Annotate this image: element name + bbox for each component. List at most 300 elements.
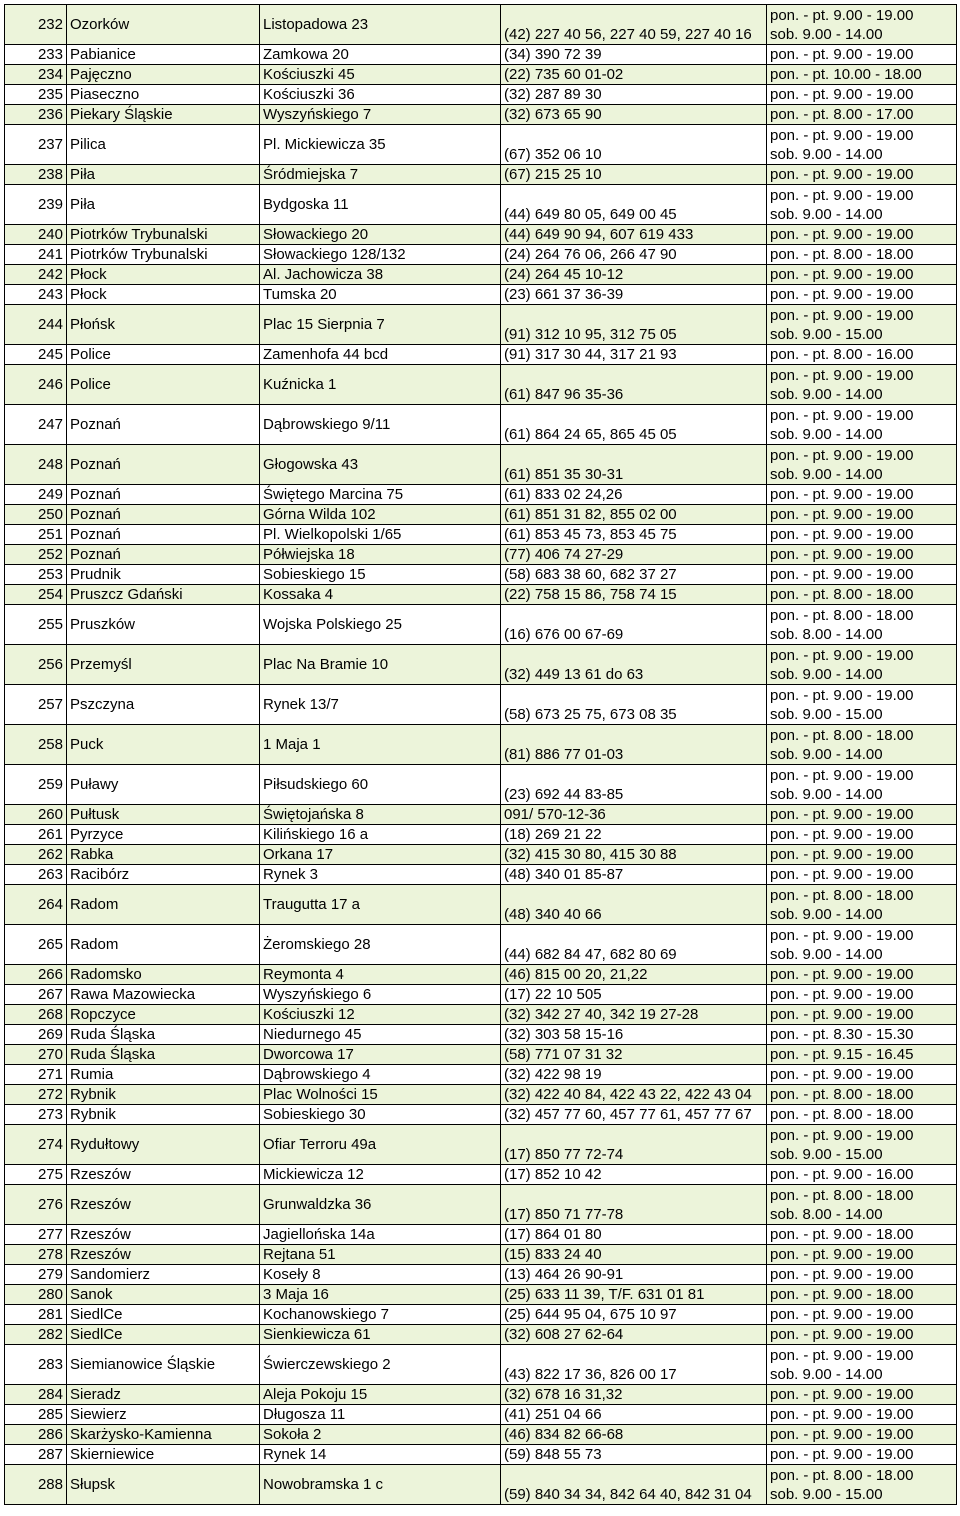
address-cell: Słowackiego 128/132	[260, 245, 501, 265]
weekday-hours: pon. - pt. 9.00 - 19.00	[770, 1446, 914, 1463]
table-row	[5, 1385, 957, 1405]
saturday-hours: sob. 9.00 - 15.00	[770, 1485, 883, 1503]
hours-cell	[767, 65, 957, 85]
hours-cell	[767, 105, 957, 125]
phone-cell: (61) 851 35 30-31	[501, 445, 767, 485]
city-cell: Poznań	[67, 445, 260, 485]
city-cell: Piekary Śląskie	[67, 105, 260, 125]
city-cell: Płońsk	[67, 305, 260, 345]
hours-cell	[767, 1225, 957, 1245]
hours-cell	[767, 1025, 957, 1045]
hours-cell	[767, 965, 957, 985]
weekday-hours: pon. - pt. 9.00 - 19.00	[770, 926, 914, 944]
row-number: 285	[5, 1405, 67, 1425]
weekday-hours: pon. - pt. 9.00 - 19.00	[770, 966, 914, 983]
hours-cell	[767, 165, 957, 185]
table-row	[5, 865, 957, 885]
phone-cell: (48) 340 40 66	[501, 885, 767, 925]
weekday-hours: pon. - pt. 9.00 - 19.00	[770, 766, 914, 784]
hours-cell	[767, 1185, 957, 1225]
city-cell: Poznań	[67, 525, 260, 545]
city-cell: Poznań	[67, 405, 260, 445]
row-number: 255	[5, 605, 67, 645]
weekday-hours: pon. - pt. 9.00 - 19.00	[770, 826, 914, 843]
weekday-hours: pon. - pt. 9.15 - 16.45	[770, 1046, 914, 1063]
weekday-hours: pon. - pt. 9.00 - 19.00	[770, 86, 914, 103]
phone-cell: (25) 644 95 04, 675 10 97	[501, 1305, 767, 1325]
row-number: 251	[5, 525, 67, 545]
city-cell: Piaseczno	[67, 85, 260, 105]
city-cell: Płock	[67, 285, 260, 305]
address-cell: Kossaka 4	[260, 585, 501, 605]
weekday-hours: pon. - pt. 9.00 - 19.00	[770, 986, 914, 1003]
saturday-hours: sob. 9.00 - 15.00	[770, 325, 883, 343]
row-number: 275	[5, 1165, 67, 1185]
row-number: 287	[5, 1445, 67, 1465]
address-cell: Żeromskiego 28	[260, 925, 501, 965]
row-number: 250	[5, 505, 67, 525]
hours-cell	[767, 45, 957, 65]
weekday-hours: pon. - pt. 9.00 - 19.00	[770, 126, 914, 144]
weekday-hours: pon. - pt. 9.00 - 19.00	[770, 806, 914, 823]
address-cell: Nowobramska 1 c	[260, 1465, 501, 1505]
hours-cell	[767, 985, 957, 1005]
hours-cell	[767, 185, 957, 225]
row-number: 262	[5, 845, 67, 865]
saturday-hours: sob. 9.00 - 14.00	[770, 145, 883, 163]
row-number: 270	[5, 1045, 67, 1065]
table-row	[5, 645, 957, 685]
row-number: 249	[5, 485, 67, 505]
city-cell: Poznań	[67, 485, 260, 505]
row-number: 277	[5, 1225, 67, 1245]
saturday-hours: sob. 9.00 - 14.00	[770, 745, 883, 763]
hours-cell	[767, 1165, 957, 1185]
phone-cell: (32) 287 89 30	[501, 85, 767, 105]
phone-cell: (24) 264 76 06, 266 47 90	[501, 245, 767, 265]
row-number: 281	[5, 1305, 67, 1325]
saturday-hours: sob. 9.00 - 14.00	[770, 25, 883, 43]
row-number: 283	[5, 1345, 67, 1385]
phone-cell: (32) 303 58 15-16	[501, 1025, 767, 1045]
table-row	[5, 1265, 957, 1285]
city-cell: Puck	[67, 725, 260, 765]
hours-cell	[767, 305, 957, 345]
saturday-hours: sob. 9.00 - 14.00	[770, 665, 883, 683]
phone-cell: (32) 449 13 61 do 63	[501, 645, 767, 685]
weekday-hours: pon. - pt. 9.00 - 19.00	[770, 406, 914, 424]
table-row	[5, 765, 957, 805]
city-cell: Rzeszów	[67, 1245, 260, 1265]
weekday-hours: pon. - pt. 9.00 - 18.00	[770, 1286, 914, 1303]
table-row	[5, 965, 957, 985]
row-number: 233	[5, 45, 67, 65]
address-cell: Listopadowa 23	[260, 5, 501, 45]
saturday-hours: sob. 9.00 - 14.00	[770, 205, 883, 223]
table-row	[5, 545, 957, 565]
table-row	[5, 1125, 957, 1165]
address-cell: Sobieskiego 15	[260, 565, 501, 585]
hours-cell	[767, 1105, 957, 1125]
hours-cell	[767, 865, 957, 885]
address-cell: Kilińskiego 16 a	[260, 825, 501, 845]
address-cell: Pl. Mickiewicza 35	[260, 125, 501, 165]
row-number: 288	[5, 1465, 67, 1505]
weekday-hours: pon. - pt. 8.00 - 18.00	[770, 1106, 914, 1123]
weekday-hours: pon. - pt. 9.00 - 19.00	[770, 306, 914, 324]
phone-cell: (17) 864 01 80	[501, 1225, 767, 1245]
row-number: 271	[5, 1065, 67, 1085]
row-number: 273	[5, 1105, 67, 1125]
city-cell: Rybnik	[67, 1105, 260, 1125]
saturday-hours: sob. 9.00 - 14.00	[770, 945, 883, 963]
phone-cell: (22) 758 15 86, 758 74 15	[501, 585, 767, 605]
table-row	[5, 565, 957, 585]
weekday-hours: pon. - pt. 9.00 - 19.00	[770, 866, 914, 883]
branch-table	[4, 4, 957, 1505]
weekday-hours: pon. - pt. 9.00 - 19.00	[770, 1346, 914, 1364]
table-row	[5, 525, 957, 545]
row-number: 267	[5, 985, 67, 1005]
address-cell: Świętojańska 8	[260, 805, 501, 825]
table-row	[5, 825, 957, 845]
city-cell: Płock	[67, 265, 260, 285]
table-row	[5, 1305, 957, 1325]
table-row	[5, 245, 957, 265]
phone-cell: (81) 886 77 01-03	[501, 725, 767, 765]
weekday-hours: pon. - pt. 9.00 - 19.00	[770, 266, 914, 283]
weekday-hours: pon. - pt. 9.00 - 19.00	[770, 646, 914, 664]
saturday-hours: sob. 8.00 - 14.00	[770, 1205, 883, 1223]
row-number: 240	[5, 225, 67, 245]
city-cell: Pajęczno	[67, 65, 260, 85]
hours-cell	[767, 5, 957, 45]
address-cell: Wyszyńskiego 6	[260, 985, 501, 1005]
phone-cell: (67) 352 06 10	[501, 125, 767, 165]
hours-cell	[767, 285, 957, 305]
weekday-hours: pon. - pt. 9.00 - 19.00	[770, 846, 914, 863]
row-number: 276	[5, 1185, 67, 1225]
city-cell: Pruszków	[67, 605, 260, 645]
table-row	[5, 1405, 957, 1425]
address-cell: Kochanowskiego 7	[260, 1305, 501, 1325]
weekday-hours: pon. - pt. 9.00 - 19.00	[770, 546, 914, 563]
phone-cell: (23) 692 44 83-85	[501, 765, 767, 805]
row-number: 269	[5, 1025, 67, 1045]
row-number: 278	[5, 1245, 67, 1265]
city-cell: Pułtusk	[67, 805, 260, 825]
weekday-hours: pon. - pt. 9.00 - 19.00	[770, 526, 914, 543]
table-row	[5, 1245, 957, 1265]
phone-cell: (32) 673 65 90	[501, 105, 767, 125]
weekday-hours: pon. - pt. 8.00 - 17.00	[770, 106, 914, 123]
table-row	[5, 345, 957, 365]
row-number: 268	[5, 1005, 67, 1025]
phone-cell: (13) 464 26 90-91	[501, 1265, 767, 1285]
table-row	[5, 1025, 957, 1045]
city-cell: Ruda Śląska	[67, 1045, 260, 1065]
table-row	[5, 1165, 957, 1185]
hours-cell	[767, 845, 957, 865]
weekday-hours: pon. - pt. 9.00 - 19.00	[770, 166, 914, 183]
address-cell: Dąbrowskiego 9/11	[260, 405, 501, 445]
weekday-hours: pon. - pt. 9.00 - 16.00	[770, 1166, 914, 1183]
phone-cell: (44) 649 80 05, 649 00 45	[501, 185, 767, 225]
address-cell: Wojska Polskiego 25	[260, 605, 501, 645]
table-row	[5, 685, 957, 725]
address-cell: Koseły 8	[260, 1265, 501, 1285]
row-number: 244	[5, 305, 67, 345]
city-cell: Radom	[67, 925, 260, 965]
weekday-hours: pon. - pt. 9.00 - 19.00	[770, 1006, 914, 1023]
hours-cell	[767, 885, 957, 925]
weekday-hours: pon. - pt. 9.00 - 19.00	[770, 1246, 914, 1263]
phone-cell: (17) 850 77 72-74	[501, 1125, 767, 1165]
address-cell: Długosza 11	[260, 1405, 501, 1425]
hours-cell	[767, 725, 957, 765]
hours-cell	[767, 505, 957, 525]
address-cell: Świerczewskiego 2	[260, 1345, 501, 1385]
address-cell: Kościuszki 12	[260, 1005, 501, 1025]
city-cell: Piotrków Trybunalski	[67, 225, 260, 245]
phone-cell: (17) 850 71 77-78	[501, 1185, 767, 1225]
row-number: 237	[5, 125, 67, 165]
phone-cell: (41) 251 04 66	[501, 1405, 767, 1425]
city-cell: Ruda Śląska	[67, 1025, 260, 1045]
weekday-hours: pon. - pt. 9.00 - 19.00	[770, 286, 914, 303]
phone-cell: (32) 457 77 60, 457 77 61, 457 77 67	[501, 1105, 767, 1125]
table-row	[5, 185, 957, 225]
weekday-hours: pon. - pt. 9.00 - 19.00	[770, 486, 914, 503]
weekday-hours: pon. - pt. 9.00 - 19.00	[770, 1386, 914, 1403]
hours-cell	[767, 1465, 957, 1505]
phone-cell: (58) 683 38 60, 682 37 27	[501, 565, 767, 585]
city-cell: Police	[67, 345, 260, 365]
address-cell: Dworcowa 17	[260, 1045, 501, 1065]
address-cell: Plac Na Bramie 10	[260, 645, 501, 685]
row-number: 265	[5, 925, 67, 965]
phone-cell: (46) 815 00 20, 21,22	[501, 965, 767, 985]
hours-cell	[767, 1125, 957, 1165]
city-cell: Poznań	[67, 545, 260, 565]
address-cell: Rynek 14	[260, 1445, 501, 1465]
table-row	[5, 985, 957, 1005]
row-number: 286	[5, 1425, 67, 1445]
row-number: 279	[5, 1265, 67, 1285]
row-number: 248	[5, 445, 67, 485]
hours-cell	[767, 1445, 957, 1465]
hours-cell	[767, 245, 957, 265]
row-number: 280	[5, 1285, 67, 1305]
weekday-hours: pon. - pt. 8.00 - 18.00	[770, 1086, 914, 1103]
city-cell: Racibórz	[67, 865, 260, 885]
phone-cell: (59) 848 55 73	[501, 1445, 767, 1465]
phone-cell: (61) 847 96 35-36	[501, 365, 767, 405]
address-cell: Ofiar Terroru 49a	[260, 1125, 501, 1165]
saturday-hours: sob. 9.00 - 14.00	[770, 385, 883, 403]
row-number: 261	[5, 825, 67, 845]
address-cell: Reymonta 4	[260, 965, 501, 985]
weekday-hours: pon. - pt. 9.00 - 19.00	[770, 226, 914, 243]
address-cell: Wyszyńskiego 7	[260, 105, 501, 125]
table-row	[5, 1465, 957, 1505]
hours-cell	[767, 805, 957, 825]
phone-cell: (17) 22 10 505	[501, 985, 767, 1005]
address-cell: Mickiewicza 12	[260, 1165, 501, 1185]
saturday-hours: sob. 9.00 - 14.00	[770, 1365, 883, 1383]
saturday-hours: sob. 9.00 - 14.00	[770, 425, 883, 443]
table-row	[5, 505, 957, 525]
weekday-hours: pon. - pt. 9.00 - 19.00	[770, 1266, 914, 1283]
phone-cell: (61) 864 24 65, 865 45 05	[501, 405, 767, 445]
table-row	[5, 925, 957, 965]
weekday-hours: pon. - pt. 8.00 - 18.00	[770, 1466, 914, 1484]
row-number: 272	[5, 1085, 67, 1105]
row-number: 284	[5, 1385, 67, 1405]
hours-cell	[767, 265, 957, 285]
address-cell: Górna Wilda 102	[260, 505, 501, 525]
city-cell: Siewierz	[67, 1405, 260, 1425]
phone-cell: (59) 840 34 34, 842 64 40, 842 31 04	[501, 1465, 767, 1505]
address-cell: Niedurnego 45	[260, 1025, 501, 1045]
weekday-hours: pon. - pt. 8.30 - 15.30	[770, 1026, 914, 1043]
table-row	[5, 605, 957, 645]
address-cell: Sokoła 2	[260, 1425, 501, 1445]
city-cell: Pruszcz Gdański	[67, 585, 260, 605]
city-cell: Ozorków	[67, 5, 260, 45]
address-cell: Plac Wolności 15	[260, 1085, 501, 1105]
address-cell: Rynek 13/7	[260, 685, 501, 725]
table-row	[5, 1105, 957, 1125]
table-row	[5, 165, 957, 185]
weekday-hours: pon. - pt. 9.00 - 19.00	[770, 1326, 914, 1343]
table-row	[5, 405, 957, 445]
phone-cell: (61) 833 02 24,26	[501, 485, 767, 505]
table-row	[5, 805, 957, 825]
city-cell: Rzeszów	[67, 1225, 260, 1245]
table-row	[5, 225, 957, 245]
table-row	[5, 365, 957, 405]
weekday-hours: pon. - pt. 9.00 - 19.00	[770, 1306, 914, 1323]
phone-cell: (32) 342 27 40, 342 19 27-28	[501, 1005, 767, 1025]
city-cell: Rzeszów	[67, 1165, 260, 1185]
weekday-hours: pon. - pt. 9.00 - 19.00	[770, 186, 914, 204]
table-row	[5, 885, 957, 925]
address-cell: Śródmiejska 7	[260, 165, 501, 185]
address-cell: Aleja Pokoju 15	[260, 1385, 501, 1405]
row-number: 266	[5, 965, 67, 985]
row-number: 260	[5, 805, 67, 825]
phone-cell: (61) 853 45 73, 853 45 75	[501, 525, 767, 545]
phone-cell: (15) 833 24 40	[501, 1245, 767, 1265]
row-number: 234	[5, 65, 67, 85]
hours-cell	[767, 1045, 957, 1065]
row-number: 247	[5, 405, 67, 445]
hours-cell	[767, 445, 957, 485]
phone-cell: (48) 340 01 85-87	[501, 865, 767, 885]
address-cell: Głogowska 43	[260, 445, 501, 485]
address-cell: Grunwaldzka 36	[260, 1185, 501, 1225]
hours-cell	[767, 1345, 957, 1385]
city-cell: Radom	[67, 885, 260, 925]
city-cell: Sanok	[67, 1285, 260, 1305]
row-number: 238	[5, 165, 67, 185]
city-cell: Rydułtowy	[67, 1125, 260, 1165]
hours-cell	[767, 1245, 957, 1265]
weekday-hours: pon. - pt. 8.00 - 18.00	[770, 726, 914, 744]
weekday-hours: pon. - pt. 9.00 - 19.00	[770, 6, 914, 24]
hours-cell	[767, 485, 957, 505]
row-number: 235	[5, 85, 67, 105]
phone-cell: (32) 415 30 80, 415 30 88	[501, 845, 767, 865]
row-number: 246	[5, 365, 67, 405]
city-cell: Pilica	[67, 125, 260, 165]
address-cell: Zamkowa 20	[260, 45, 501, 65]
row-number: 263	[5, 865, 67, 885]
phone-cell: (24) 264 45 10-12	[501, 265, 767, 285]
address-cell: Plac 15 Sierpnia 7	[260, 305, 501, 345]
phone-cell: (43) 822 17 36, 826 00 17	[501, 1345, 767, 1385]
address-cell: 1 Maja 1	[260, 725, 501, 765]
phone-cell: (22) 735 60 01-02	[501, 65, 767, 85]
weekday-hours: pon. - pt. 10.00 - 18.00	[770, 66, 922, 83]
hours-cell	[767, 605, 957, 645]
phone-cell: (32) 422 40 84, 422 43 22, 422 43 04	[501, 1085, 767, 1105]
hours-cell	[767, 85, 957, 105]
table-row	[5, 1285, 957, 1305]
city-cell: Puławy	[67, 765, 260, 805]
phone-cell: (67) 215 25 10	[501, 165, 767, 185]
hours-cell	[767, 525, 957, 545]
hours-cell	[767, 1305, 957, 1325]
phone-cell: (44) 682 84 47, 682 80 69	[501, 925, 767, 965]
saturday-hours: sob. 9.00 - 14.00	[770, 905, 883, 923]
table-row	[5, 585, 957, 605]
city-cell: Pyrzyce	[67, 825, 260, 845]
address-cell: Piłsudskiego 60	[260, 765, 501, 805]
city-cell: Skierniewice	[67, 1445, 260, 1465]
phone-cell: (23) 661 37 36-39	[501, 285, 767, 305]
city-cell: Rumia	[67, 1065, 260, 1085]
row-number: 264	[5, 885, 67, 925]
weekday-hours: pon. - pt. 8.00 - 18.00	[770, 586, 914, 603]
row-number: 254	[5, 585, 67, 605]
row-number: 241	[5, 245, 67, 265]
hours-cell	[767, 1405, 957, 1425]
weekday-hours: pon. - pt. 9.00 - 19.00	[770, 446, 914, 464]
city-cell: Police	[67, 365, 260, 405]
city-cell: Siemianowice Śląskie	[67, 1345, 260, 1385]
city-cell: Prudnik	[67, 565, 260, 585]
table-row	[5, 65, 957, 85]
table-row	[5, 1225, 957, 1245]
hours-cell	[767, 1325, 957, 1345]
table-row	[5, 285, 957, 305]
city-cell: Poznań	[67, 505, 260, 525]
hours-cell	[767, 925, 957, 965]
row-number: 232	[5, 5, 67, 45]
hours-cell	[767, 1265, 957, 1285]
table-body	[5, 5, 957, 1505]
address-cell: Al. Jachowicza 38	[260, 265, 501, 285]
hours-cell	[767, 225, 957, 245]
hours-cell	[767, 1005, 957, 1025]
table-row	[5, 1045, 957, 1065]
hours-cell	[767, 825, 957, 845]
row-number: 253	[5, 565, 67, 585]
address-cell: Tumska 20	[260, 285, 501, 305]
phone-cell: (32) 608 27 62-64	[501, 1325, 767, 1345]
